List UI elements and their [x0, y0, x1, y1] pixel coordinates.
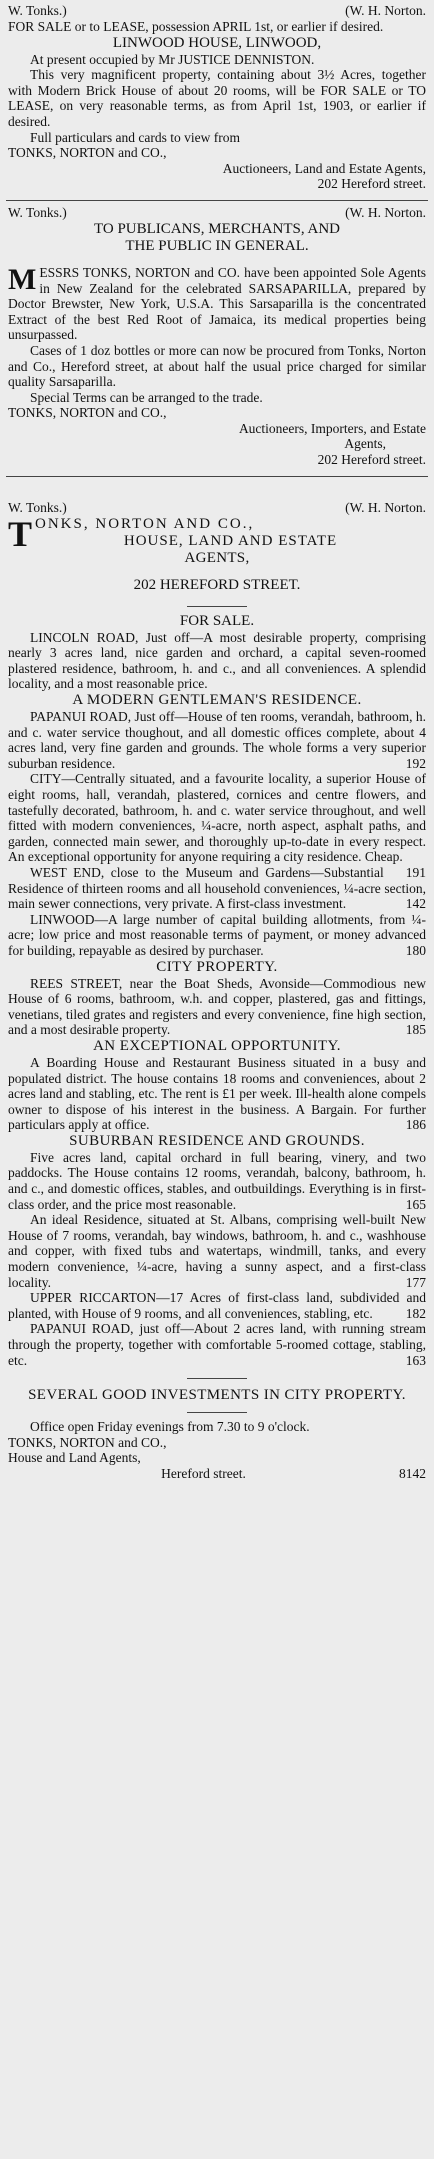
listing-ref-number: 182	[405, 1305, 426, 1321]
listing-item	[8, 709, 426, 771]
cases-line: Cases of 1 doz bottles or more can now be procured from Tonks, Norton and Co., Hereford street, at about half the usual price charged for similar quality Sarsaparilla.	[8, 342, 426, 390]
listing-item	[8, 771, 426, 880]
right-tag: (W. H. Norton.	[345, 204, 426, 220]
short-rule	[187, 606, 247, 607]
firm-name: TONKS, NORTON and CO.,	[8, 1434, 167, 1450]
firm-line-3: AGENTS,	[184, 549, 250, 566]
listing-ref-number: 191	[405, 864, 426, 880]
listing-item	[8, 1290, 426, 1321]
newspaper-column	[6, 0, 428, 1482]
listing-text: WEST END, close to the Museum and Gardens—Substantial Residence of thirteen rooms and all household conveniences, ¼-acre section, main sewer connections, very private. A first-class investment.	[8, 864, 426, 912]
listing-item	[8, 912, 426, 959]
section-heading: SUBURBAN RESIDENCE AND GROUNDS.	[69, 1132, 365, 1149]
sarsaparilla-body: MESSRS TONKS, NORTON and CO. have been appointed Sole Agents in New Zealand for the celebrated SARSAPARILLA, prepared by Doctor Brewster, New York, U.S.A. This Sarsaparilla is the concentrated Extract of the best Red Root of Jamaica, its medical properties being unsurpassed.	[8, 262, 426, 343]
firm-address: 202 Hereford street.	[317, 452, 426, 468]
listing-ref-number: 185	[405, 1022, 426, 1038]
right-tag: (W. H. Norton.	[345, 499, 426, 515]
listing-item	[8, 1321, 426, 1368]
listing-item	[8, 1150, 426, 1212]
listing-text: LINWOOD—A large number of capital building allotments, from ¼-acre; low price and most reasonable terms of payment, or money advanced for building, repayable as desired by purchaser.	[8, 911, 426, 958]
property-description: This very magnificent property, containing about 3½ Acres, together with Modern Brick House of about 20 rooms, will be FOR SALE or TO LEASE, on very reasonable terms, as from April 1st, 1903, or earlier if desired.	[8, 67, 426, 129]
short-rule	[187, 1378, 247, 1379]
listing-item	[8, 976, 426, 1038]
firm-role: House and Land Agents,	[8, 1450, 141, 1466]
firm-name: TONKS, NORTON and CO.,	[8, 145, 167, 161]
listing-text: PAPANUI ROAD, Just off—House of ten rooms, verandah, bathroom, h. and c. water service thoughout, and all domestic offices complete, about 4 acres land, very fine garden and grounds. The whole forms a very superior suburban residence.	[8, 709, 426, 771]
listing-item	[8, 865, 426, 912]
listing-text: CITY—Centrally situated, and a favourite locality, a superior House of eight rooms, hall, verandah, plastered, cornices and centre flowers, and tastefully decorated, bathroom, h. and c. water service throughout, and well fitted with modern conveniences, ¼-acre, north aspect, asphalt paths, and garden, connected main sewer, and thoroughly up-to-date in every respect. An exceptional opportunity for anyone requiring a city residence. Cheap.	[8, 771, 426, 865]
drop-cap: M	[8, 262, 37, 296]
firm-role: Auctioneers, Land and Estate Agents,	[222, 160, 426, 176]
special-terms: Special Terms can be arranged to the trade.	[30, 389, 263, 405]
right-tag: (W. H. Norton.	[345, 3, 426, 18]
listing-ref-number: 165	[405, 1196, 426, 1212]
listing-ref-number: 186	[405, 1117, 426, 1133]
section-heading: A MODERN GENTLEMAN'S RESIDENCE.	[72, 692, 362, 709]
property-title: LINWOOD HOUSE, LINWOOD,	[112, 34, 322, 51]
firm-address: 202 Hereford street.	[317, 176, 426, 192]
drop-cap: T	[8, 515, 33, 554]
for-sale-heading: FOR SALE.	[179, 612, 255, 629]
advert-sarsaparilla	[6, 201, 428, 468]
left-tag: W. Tonks.)	[8, 3, 67, 18]
listing-ref-number: 177	[405, 1274, 426, 1290]
listing-text: REES STREET, near the Boat Sheds, Avonside—Commodious new House of 6 rooms, bathroom, w.h. and copper, plastered, gas and fittings, venetians, tiled grates and registers and every convenience, fine high section, and a most desirable property.	[8, 975, 426, 1038]
particulars-line: Full particulars and cards to view from	[30, 129, 240, 145]
advert-header	[8, 499, 426, 516]
listings	[8, 630, 426, 1369]
listing-item	[8, 1212, 426, 1290]
office-hours: Office open Friday evenings from 7.30 to 9 o'clock.	[30, 1419, 310, 1435]
listing-text: UPPER RICCARTON—17 Acres of first-class land, subdivided and planted, with House of 9 rooms, and all conveniences, stabling, etc.	[8, 1290, 426, 1321]
ad-code: 8142	[399, 1465, 426, 1481]
listing-text: A Boarding House and Restaurant Business situated in a busy and populated district. The house contains 18 rooms and conveniences, about 2 acres land and stabling, etc. The rent is £1 per week. Ill-health alone compels owner to dispose of his interest in the business. A Bargain. For further particulars apply at office.	[8, 1054, 426, 1133]
listing-text: An ideal Residence, situated at St. Albans, comprising well-built New House of 7 rooms, verandah, bay windows, bathroom, h. and c., washhouse and copper, with fixed tubs and watertaps, windmill, tanks, and every modern convenience, ¼-acre, having a sunny aspect, and a first-class locality.	[8, 1212, 426, 1290]
heading-line-2: THE PUBLIC IN GENERAL.	[125, 237, 309, 254]
advert-linwood-house	[6, 0, 428, 192]
listing-item	[8, 630, 426, 692]
occupant-line: At present occupied by Mr JUSTICE DENNISTON.	[30, 51, 315, 67]
short-rule	[187, 1412, 247, 1413]
address-row	[8, 1466, 426, 1482]
advert-header	[8, 204, 426, 221]
advert-header	[8, 2, 426, 19]
firm-address: Hereford street.	[161, 1465, 246, 1481]
firm-role: Auctioneers, Importers, and Estate	[238, 420, 426, 436]
firm-block	[8, 516, 426, 567]
firm-line-2: HOUSE, LAND AND ESTATE	[123, 532, 338, 549]
listing-text: LINCOLN ROAD, Just off—A most desirable property, comprising nearly 3 acres land, nice garden and orchard, a capital seven-roomed plastered residence, bathroom, h. and c., and all conveniences. A splendid locality, and a most reasonable price.	[8, 629, 426, 692]
sale-line: FOR SALE or to LEASE, possession APRIL 1st, or earlier if desired.	[8, 19, 384, 34]
listing-item	[8, 1055, 426, 1133]
several-investments: SEVERAL GOOD INVESTMENTS IN CITY PROPERTY.	[28, 1387, 406, 1404]
listing-text: Five acres land, capital orchard in full bearing, vinery, and two paddocks. The House contains 12 rooms, verandah, balcony, bathroom, h. and c., and domestic offices, stables, and outbuildings. Everything is in first-class order, and the price most reasonable.	[8, 1149, 426, 1212]
firm-role-2: Agents,	[344, 436, 386, 452]
section-heading: CITY PROPERTY.	[156, 958, 278, 975]
listing-ref-number: 192	[405, 755, 426, 771]
listing-text: PAPANUI ROAD, just off—About 2 acres land, with running stream through the property, together with comfortable 5-roomed cottage, stabling, etc.	[8, 1321, 426, 1368]
heading-line-1: TO PUBLICANS, MERCHANTS, AND	[93, 220, 340, 237]
left-tag: W. Tonks.)	[8, 499, 67, 515]
left-tag: W. Tonks.)	[8, 204, 67, 220]
firm-line-1: ONKS, NORTON AND CO.,	[35, 515, 255, 532]
firm-name: TONKS, NORTON and CO.,	[8, 405, 167, 421]
section-heading: AN EXCEPTIONAL OPPORTUNITY.	[93, 1037, 341, 1054]
firm-address: 202 HEREFORD STREET.	[133, 576, 301, 593]
listing-ref-number: 142	[405, 896, 426, 912]
advert-tonks-norton	[6, 477, 428, 1482]
listing-ref-number: 163	[405, 1352, 426, 1368]
listing-ref-number: 180	[405, 942, 426, 958]
